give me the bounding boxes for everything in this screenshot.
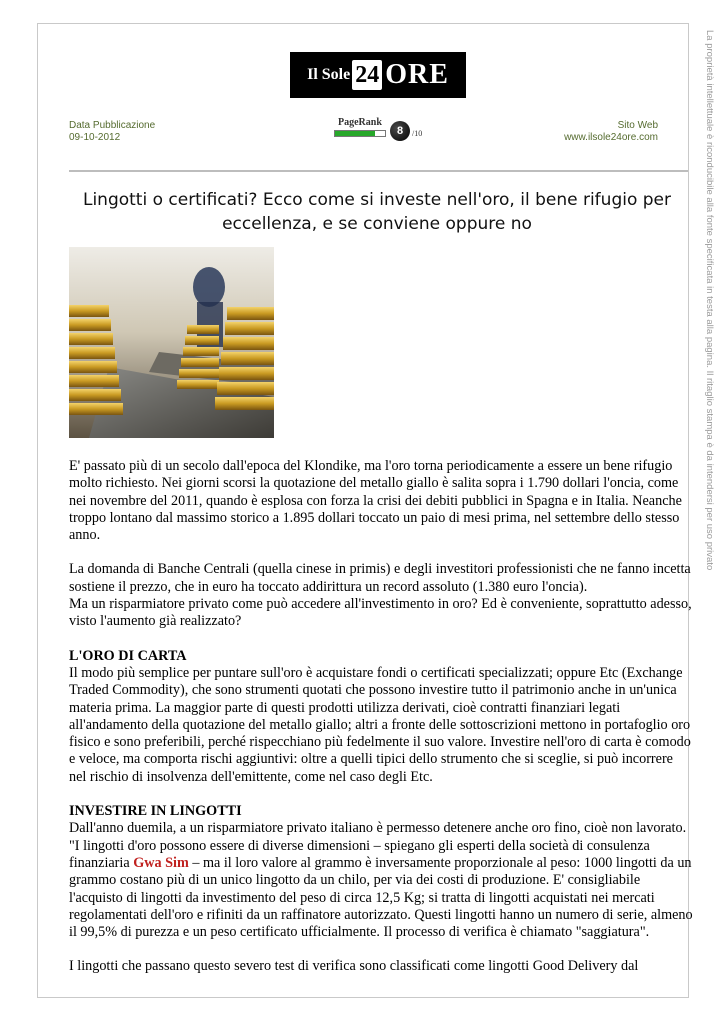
logo-ore-text: ORE bbox=[385, 59, 449, 90]
section-investire-lingotti bbox=[69, 803, 693, 941]
pagerank-label: PageRank bbox=[338, 117, 382, 128]
press-clipping-page bbox=[37, 23, 693, 998]
section-body-lingotti-a: Dall'anno duemila, a un risparmiatore privato italiano è permesso detenere anche oro fino, cioè non lavorato. "I lingotti d'oro possono essere di diverse dimensioni – spiegano gli esperti della società di consulenza finanziaria bbox=[69, 820, 687, 871]
paragraph-last: I lingotti che passano questo severo test di verifica sono classificati come lingotti Good Delivery dal bbox=[69, 958, 639, 975]
pagerank-max: /10 bbox=[412, 129, 423, 138]
section-heading-investire-lingotti: INVESTIRE IN LINGOTTI bbox=[69, 803, 242, 820]
paragraph-2b: Ma un risparmiatore privato come può accedere all'investimento in oro? Ed è conveniente, soprattutto adesso, visto l'aumento già realizzato? bbox=[69, 596, 692, 630]
date-value: 09-10-2012 bbox=[69, 132, 121, 143]
copyright-side-note-text: La proprietà intellettuale è riconducibile alla fonte specificata in testa alla pagina. Il ritaglio stampa è da intendersi per uso privato bbox=[704, 30, 715, 571]
date-label: Data Pubblicazione bbox=[69, 120, 156, 131]
article-title: Lingotti o certificati? Ecco come si investe nell'oro, il bene rifugio per eccellenza, e se conviene oppure no bbox=[82, 190, 672, 234]
pagerank-value: 8 bbox=[390, 121, 410, 141]
pagerank-bar bbox=[334, 130, 386, 137]
pagerank-badge bbox=[334, 117, 423, 141]
section-body-oro-di-carta: Il modo più semplice per puntare sull'oro è acquistare fondi o certificati specializzati; oppure Etc (Exchange Traded Commodity), che sono strumenti quotati che possono investire tutto il patrimonio anche in un'unica materia prima. La maggior parte di questi prodotti utilizza derivati, cioè contratti finanziari legati all'andamento della quotazione del metallo giallo; altri a fronte delle sottoscrizioni mettono in portafoglio oro fisico e sono preferibili, perché rispecchiano più fedelmente il suo valore. Investire nell'oro di carta è comodo e veloce, ma comporta rischi aggiuntivi: oltre a quelli tipici dello strumento che si sceglie, si può incorrere nel rischio di insolvenza dell'emittente, come nel caso degli Etc. bbox=[69, 664, 691, 785]
gold-bars-photo bbox=[69, 247, 274, 438]
ilsole24ore-logo bbox=[290, 52, 466, 98]
section-oro-di-carta bbox=[69, 648, 693, 786]
logo-sole-text: Il Sole bbox=[307, 66, 351, 83]
site-label: Sito Web bbox=[617, 120, 658, 131]
pagerank-bar-fill bbox=[335, 131, 375, 136]
paragraph-1: E' passato più di un secolo dall'epoca del Klondike, ma l'oro torna periodicamente a essere un bene rifugio molto richiesto. Nei giorni scorsi la quotazione del metallo giallo è salita sopra i 1.790 dollari l'oncia, come nei novembre del 2011, quando è esplosa con forza la crisi dei debiti pubblici in Spagna e in Italia. Neanche troppo lontano dal massimo storico a 1.895 dollari toccato un paio di mesi prima, nel settembre dello stesso anno. bbox=[69, 458, 682, 544]
paragraph-2a: La domanda di Banche Centrali (quella cinese in primis) e degli investitori professionisti che ne fanno incetta sostiene il prezzo, che in euro ha toccato addirittura un record assoluto (1.380 euro l'oncia). bbox=[69, 561, 691, 595]
copyright-side-note bbox=[703, 30, 717, 620]
section-body-lingotti-b: – ma il loro valore al grammo è inversamente proporzionale al peso: 1000 lingotti da un grammo costano più di un unico lingotto da un chilo, per via dei costi di produzione. E' consigliabile l'acquisto di lingotti da investimento del peso di circa 12,5 Kg; si tratta di lingotti acquistati nei mercati regolamentati dell'oro e rifiniti da un raffinatore autorizzato. Questi lingotti hanno un numero di serie, almeno il 99,5% di purezza e un peso certificato ufficialmente. Il processo di verifica è chiamato "saggiatura". bbox=[69, 854, 693, 941]
website-info bbox=[564, 120, 658, 144]
gold-bars-photo-icon bbox=[69, 247, 274, 438]
site-value: www.ilsole24ore.com bbox=[564, 132, 658, 143]
highlight-gwa-sim: Gwa Sim bbox=[133, 854, 189, 871]
article-body bbox=[69, 458, 693, 993]
header-divider bbox=[69, 170, 688, 172]
logo-24-text: 24 bbox=[352, 60, 382, 90]
publication-date bbox=[69, 120, 155, 144]
section-heading-oro-di-carta: L'ORO DI CARTA bbox=[69, 647, 187, 664]
paragraph-2 bbox=[69, 561, 693, 630]
